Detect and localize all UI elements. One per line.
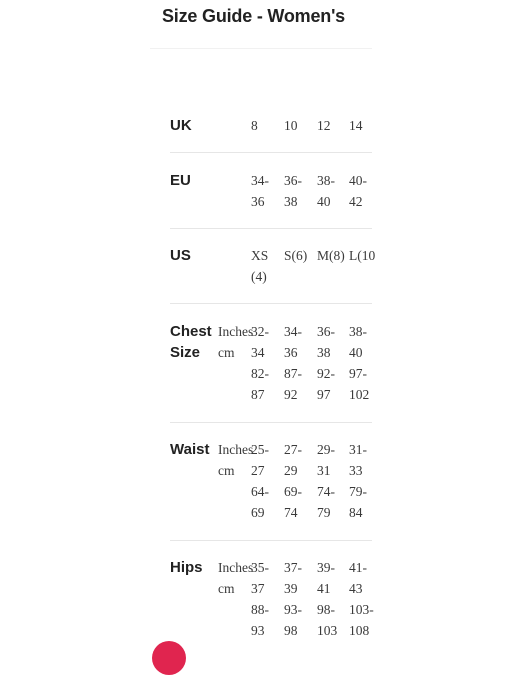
unit-label: Inches [218, 560, 254, 575]
size-cell: 31- [349, 442, 367, 457]
size-cell: 79 [317, 505, 331, 520]
size-cell: S(6) [284, 248, 308, 263]
size-cell: 31 [317, 463, 331, 478]
size-cell: 102 [349, 387, 370, 402]
size-cell: 43 [349, 581, 363, 596]
size-cell: 93 [251, 623, 265, 638]
size-cell: 25- [251, 442, 269, 457]
row-divider [170, 228, 372, 229]
row-divider [170, 303, 372, 304]
size-cell: 103- [349, 602, 374, 617]
row-header: Waist [170, 441, 210, 458]
size-cell: 36- [284, 173, 302, 188]
size-cell: 35- [251, 560, 269, 575]
size-cell: 37- [284, 560, 302, 575]
size-cell: 40- [349, 173, 367, 188]
row-header: EU [170, 172, 191, 189]
size-cell: 98- [317, 602, 335, 617]
size-cell: 14 [349, 118, 363, 133]
size-cell: 92 [284, 387, 298, 402]
row-divider [170, 422, 372, 423]
unit-label: Inches [218, 442, 254, 457]
size-cell: 74- [317, 484, 335, 499]
size-cell: 40 [317, 194, 331, 209]
size-cell: 39 [284, 581, 298, 596]
size-cell: 69- [284, 484, 302, 499]
size-cell: 97- [349, 366, 367, 381]
size-cell: 29 [284, 463, 298, 478]
size-cell: 103 [317, 623, 338, 638]
size-cell: 33 [349, 463, 363, 478]
unit-label: cm [218, 581, 235, 596]
size-cell: 97 [317, 387, 331, 402]
size-cell: 87- [284, 366, 302, 381]
size-cell: 29- [317, 442, 335, 457]
size-cell: 38 [317, 345, 331, 360]
unit-label: Inches [218, 324, 254, 339]
size-cell: 38 [284, 194, 298, 209]
size-cell: 39- [317, 560, 335, 575]
size-cell: XS [251, 248, 269, 263]
size-cell: 34 [251, 345, 265, 360]
size-cell: 27 [251, 463, 265, 478]
size-cell: 84 [349, 505, 363, 520]
size-cell: 41- [349, 560, 367, 575]
row-header: Chest Size [170, 323, 212, 361]
size-cell: 93- [284, 602, 302, 617]
size-cell: L(10 [349, 248, 376, 263]
size-cell: (4) [251, 269, 267, 284]
size-cell: 34- [284, 324, 302, 339]
size-cell: 41 [317, 581, 331, 596]
row-header: Hips [170, 559, 203, 576]
row-header: UK [170, 117, 192, 134]
size-cell: 74 [284, 505, 298, 520]
size-cell: 88- [251, 602, 269, 617]
size-cell: 8 [251, 118, 258, 133]
size-cell: 38- [317, 173, 335, 188]
size-cell: 27- [284, 442, 302, 457]
size-cell: M(8) [317, 248, 345, 263]
size-cell: 98 [284, 623, 298, 638]
unit-label: cm [218, 345, 235, 360]
size-cell: 36 [284, 345, 298, 360]
row-header: US [170, 247, 191, 264]
size-cell: 36 [251, 194, 265, 209]
size-cell: 82- [251, 366, 269, 381]
size-cell: 12 [317, 118, 331, 133]
size-cell: 64- [251, 484, 269, 499]
size-cell: 34- [251, 173, 269, 188]
size-cell: 87 [251, 387, 265, 402]
size-cell: 42 [349, 194, 363, 209]
size-cell: 38- [349, 324, 367, 339]
size-cell: 92- [317, 366, 335, 381]
row-divider [170, 152, 372, 153]
size-cell: 40 [349, 345, 363, 360]
size-cell: 79- [349, 484, 367, 499]
page-title: Size Guide - Women's [162, 6, 345, 26]
size-table [160, 0, 376, 650]
size-cell: 69 [251, 505, 265, 520]
size-cell: 36- [317, 324, 335, 339]
unit-label: cm [218, 463, 235, 478]
row-divider [170, 540, 372, 541]
size-cell: 108 [349, 623, 370, 638]
chat-bubble-button[interactable] [152, 641, 186, 675]
size-cell: 32- [251, 324, 269, 339]
size-cell: 37 [251, 581, 265, 596]
size-cell: 10 [284, 118, 298, 133]
